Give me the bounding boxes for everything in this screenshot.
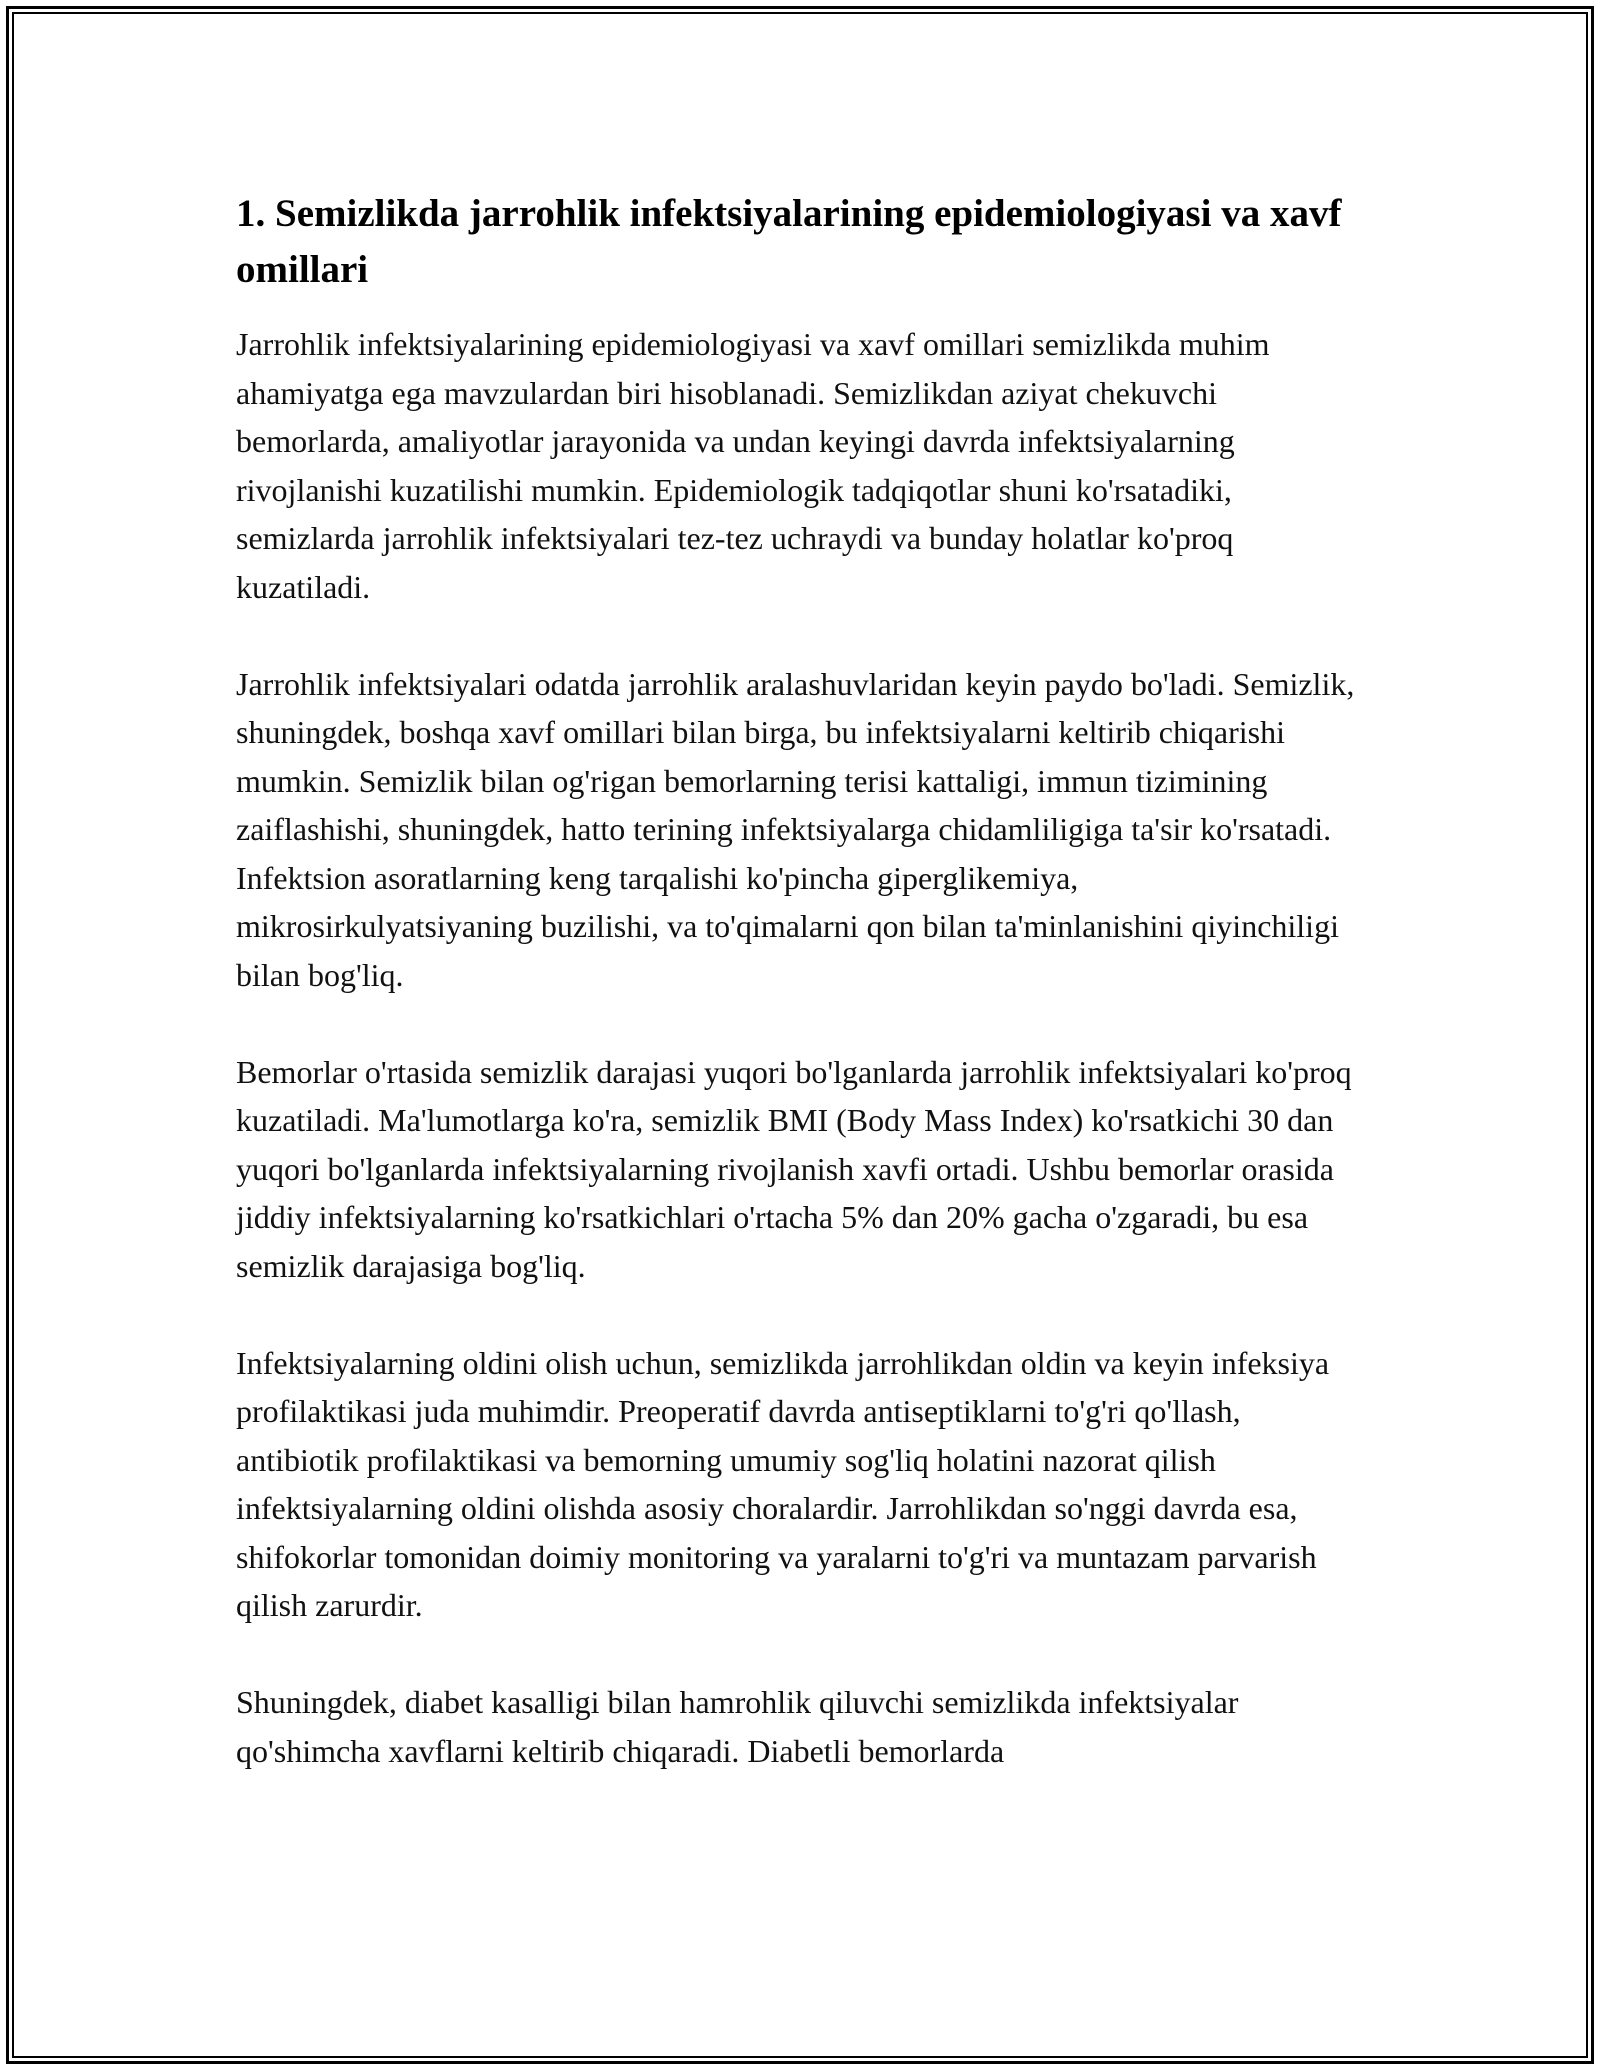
section-heading: 1. Semizlikda jarrohlik infektsiyalarining epidemiologiyasi va xavf omillari xyxy=(236,192,1342,291)
document-body xyxy=(236,186,1366,1775)
paragraph: Jarrohlik infektsiyalarining epidemiologiyasi va xavf omillari semizlikda muhim ahamiyatga ega mavzulardan biri hisoblanadi. Semizlikdan aziyat chekuvchi bemorlarda, amaliyotlar jarayonida va undan keyingi davrda infektsiyalarning rivojlanishi kuzatilishi mumkin. Epidemiologik tadqiqotlar shuni ko'rsatadiki, semizlarda jarrohlik infektsiyalari tez-tez uchraydi va bunday holatlar ko'proq kuzatiladi. xyxy=(236,326,1270,605)
paragraph: Shuningdek, diabet kasalligi bilan hamrohlik qiluvchi semizlikda infektsiyalar qo'shimcha xavflarni keltirib chiqaradi. Diabetli bemorlarda xyxy=(236,1684,1239,1769)
paragraph: Bemorlar o'rtasida semizlik darajasi yuqori bo'lganlarda jarrohlik infektsiyalari ko'proq kuzatiladi. Ma'lumotlarga ko'ra, semizlik BMI (Body Mass Index) ko'rsatkichi 30 dan yuqori bo'lganlarda infektsiyalarning rivojlanish xavfi ortadi. Ushbu bemorlar orasida jiddiy infektsiyalarning ko'rsatkichlari o'rtacha 5% dan 20% gacha o'zgaradi, bu esa semizlik darajasiga bog'liq. xyxy=(236,1053,1352,1284)
paragraph: Jarrohlik infektsiyalari odatda jarrohlik aralashuvlaridan keyin paydo bo'ladi. Semizlik, shuningdek, boshqa xavf omillari bilan birga, bu infektsiyalarni keltirib chiqarishi mumkin. Semizlik bilan og'rigan bemorlarning terisi kattaligi, immun tizimining zaiflashishi, shuningdek, hatto terining infektsiyalarga chidamliligiga ta'sir ko'rsatadi. Infektsion asoratlarning keng tarqalishi ko'pincha giperglikemiya, mikrosirkulyatsiyaning buzilishi, va to'qimalarni qon bilan ta'minlanishini qiyinchiligi bilan bog'liq. xyxy=(236,665,1355,993)
paragraph: Infektsiyalarning oldini olish uchun, semizlikda jarrohlikdan oldin va keyin infeksiya profilaktikasi juda muhimdir. Preoperatif davrda antiseptiklarni to'g'ri qo'llash, antibiotik profilaktikasi va bemorning umumiy sog'liq holatini nazorat qilish infektsiyalarning oldini olishda asosiy choralardir. Jarrohlikdan so'nggi davrda esa, shifokorlar tomonidan doimiy monitoring va yaralarni to'g'ri va muntazam parvarish qilish zarurdir. xyxy=(236,1344,1330,1623)
